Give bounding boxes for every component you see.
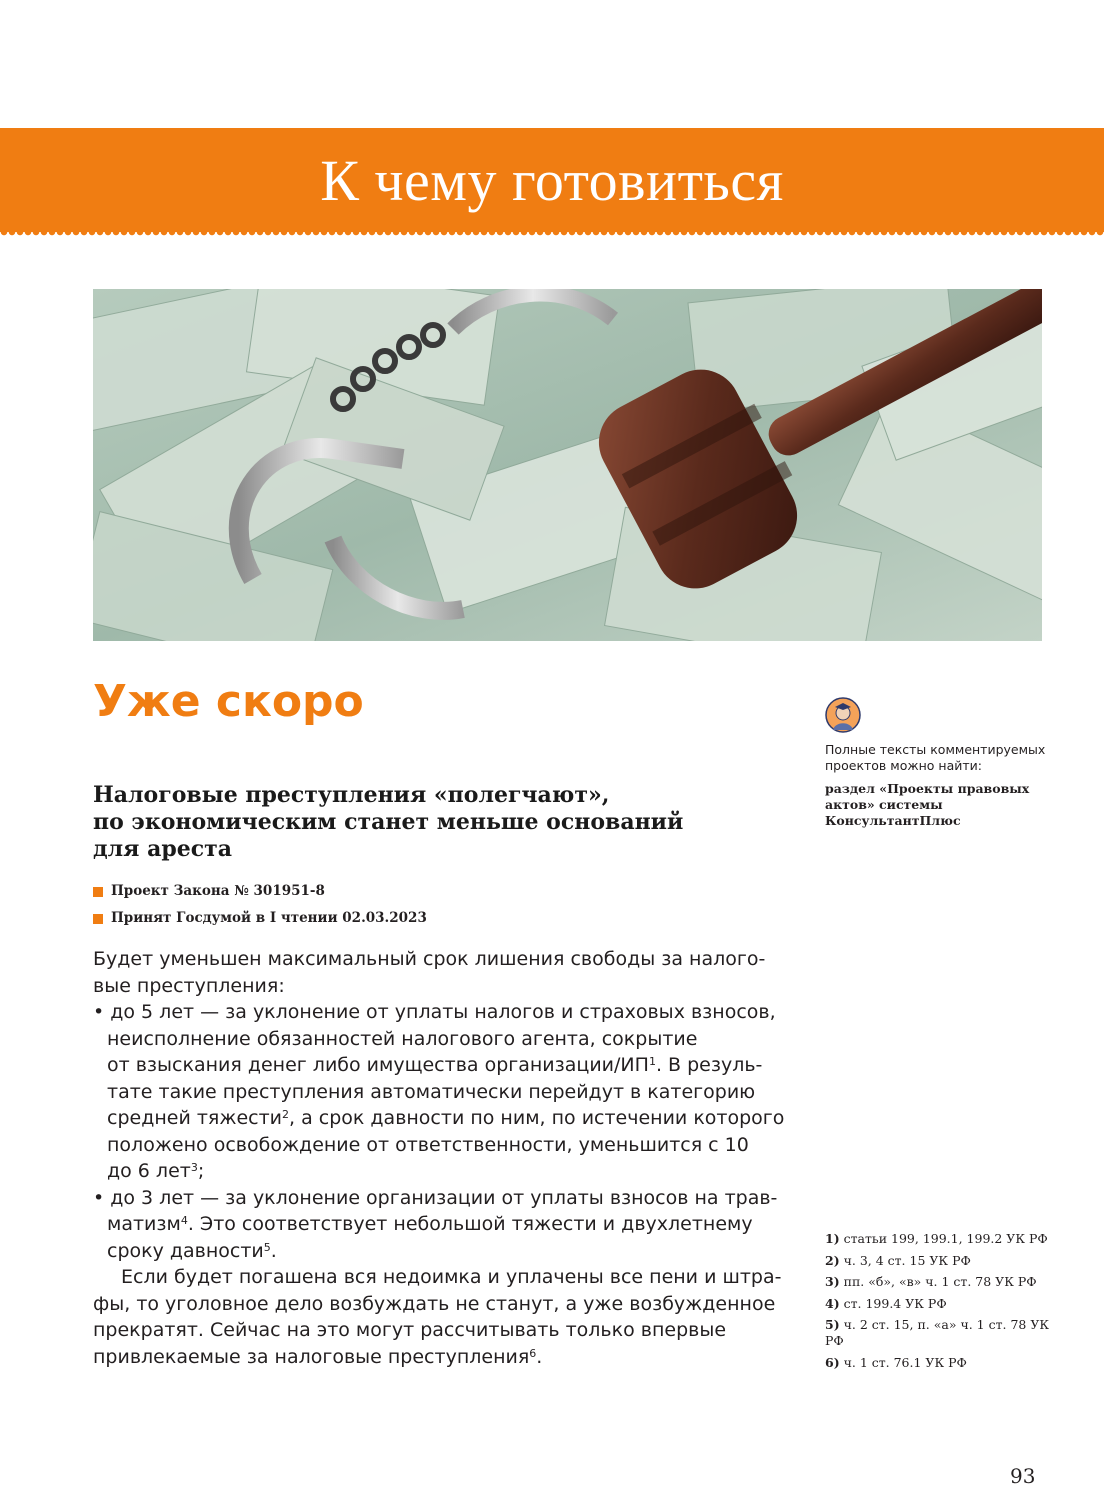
section-banner [0,128,1104,232]
sidebar-note-line: проектов можно найти: [825,758,982,773]
body-line: тате такие преступления автоматически перейдут в категорию [107,1080,756,1103]
footnote: 4) ст. 199.4 УК РФ [825,1295,947,1311]
footnote: 1) статьи 199, 199.1, 199.2 УК РФ [825,1231,1048,1246]
expert-avatar-icon [825,697,861,733]
footnote: 3) пп. «б», «в» ч. 1 ст. 78 УК РФ [825,1274,1037,1289]
footnote-ref: 2 [282,1108,289,1121]
sidebar-note [825,742,1065,829]
orange-square-bullet-icon [93,887,103,897]
hero-image [93,289,1042,641]
body-line: сроку давности$^5$. [107,1239,277,1262]
body-line: матизм$^4$. Это соответствует небольшой тяжести и двухлетнему [107,1213,753,1235]
banner-title: К чему готовиться [320,147,784,213]
bullet-item-line: • до 3 лет — за уклонение организации от уплаты взносов на трав- [93,1186,778,1209]
body-line: неисполнение обязанностей налогового агента, сокрытие [107,1027,698,1050]
body-line: привлекаемые за налоговые преступления$^6$. [93,1345,543,1368]
article-title-line: Налоговые преступления «полегчают», [93,782,610,808]
bill-status: Принят Госдумой в I чтении 02.03.2023 [93,905,427,932]
footnote-ref: 1 [648,1055,656,1068]
footnote: 5) ч. 2 ст. 15, п. «а» ч. 1 ст. 78 УК РФ [825,1317,1050,1348]
body-line: до 6 лет$^3$; [107,1160,205,1182]
body-line: положено освобождение от ответственности, уменьшится с 10 [107,1133,749,1156]
bill-meta-list [93,878,427,932]
footnote-ref: 4 [180,1214,188,1227]
body-line: вые преступления: [93,974,285,997]
page-number: 93 [1010,1464,1036,1488]
footnote-ref: 3 [190,1161,198,1174]
article-title [93,782,733,863]
money-gavel-illustration [93,289,1042,641]
article-body [93,946,783,1370]
footnote: 6) ч. 1 ст. 76.1 УК РФ [825,1354,967,1370]
sidebar-note-line: Полные тексты комментируемых [825,742,1046,757]
orange-square-bullet-icon [93,914,103,924]
section-heading: Уже скоро [93,676,364,727]
body-line: фы, то уголовное дело возбуждать не станут, а уже возбужденное [93,1292,776,1315]
body-line: Будет уменьшен максимальный срок лишения свободы за налого- [93,948,766,970]
sidebar-source: раздел «Проекты правовых актов» системы КонсультантПлюс [825,781,1030,828]
footnote-ref: 6 [529,1346,537,1360]
footnotes-list [825,1231,1055,1376]
body-line: Если будет погашена вся недоимка и уплачены все пени и штра- [121,1266,782,1288]
footnote: 2) ч. 3, 4 ст. 15 УК РФ [825,1252,971,1268]
body-line: от взыскания денег либо имущества организации/$ИП^1$. В резуль- [107,1054,763,1076]
article-title-line: по экономическим станет меньше оснований [93,809,684,835]
article-title-line: для ареста [93,836,233,862]
footnote-ref: 5 [263,1240,271,1254]
bill-number: Проект Закона № 301951-8 [93,878,427,905]
body-line: прекратят. Сейчас на это могут рассчитывать только впервые [93,1319,727,1341]
bullet-item-line: • до 5 лет — за уклонение от уплаты налогов и страховых взносов, [93,1001,776,1023]
body-line: средней тяжести$^2$, а срок давности по ним, по истечении которого [107,1107,785,1129]
